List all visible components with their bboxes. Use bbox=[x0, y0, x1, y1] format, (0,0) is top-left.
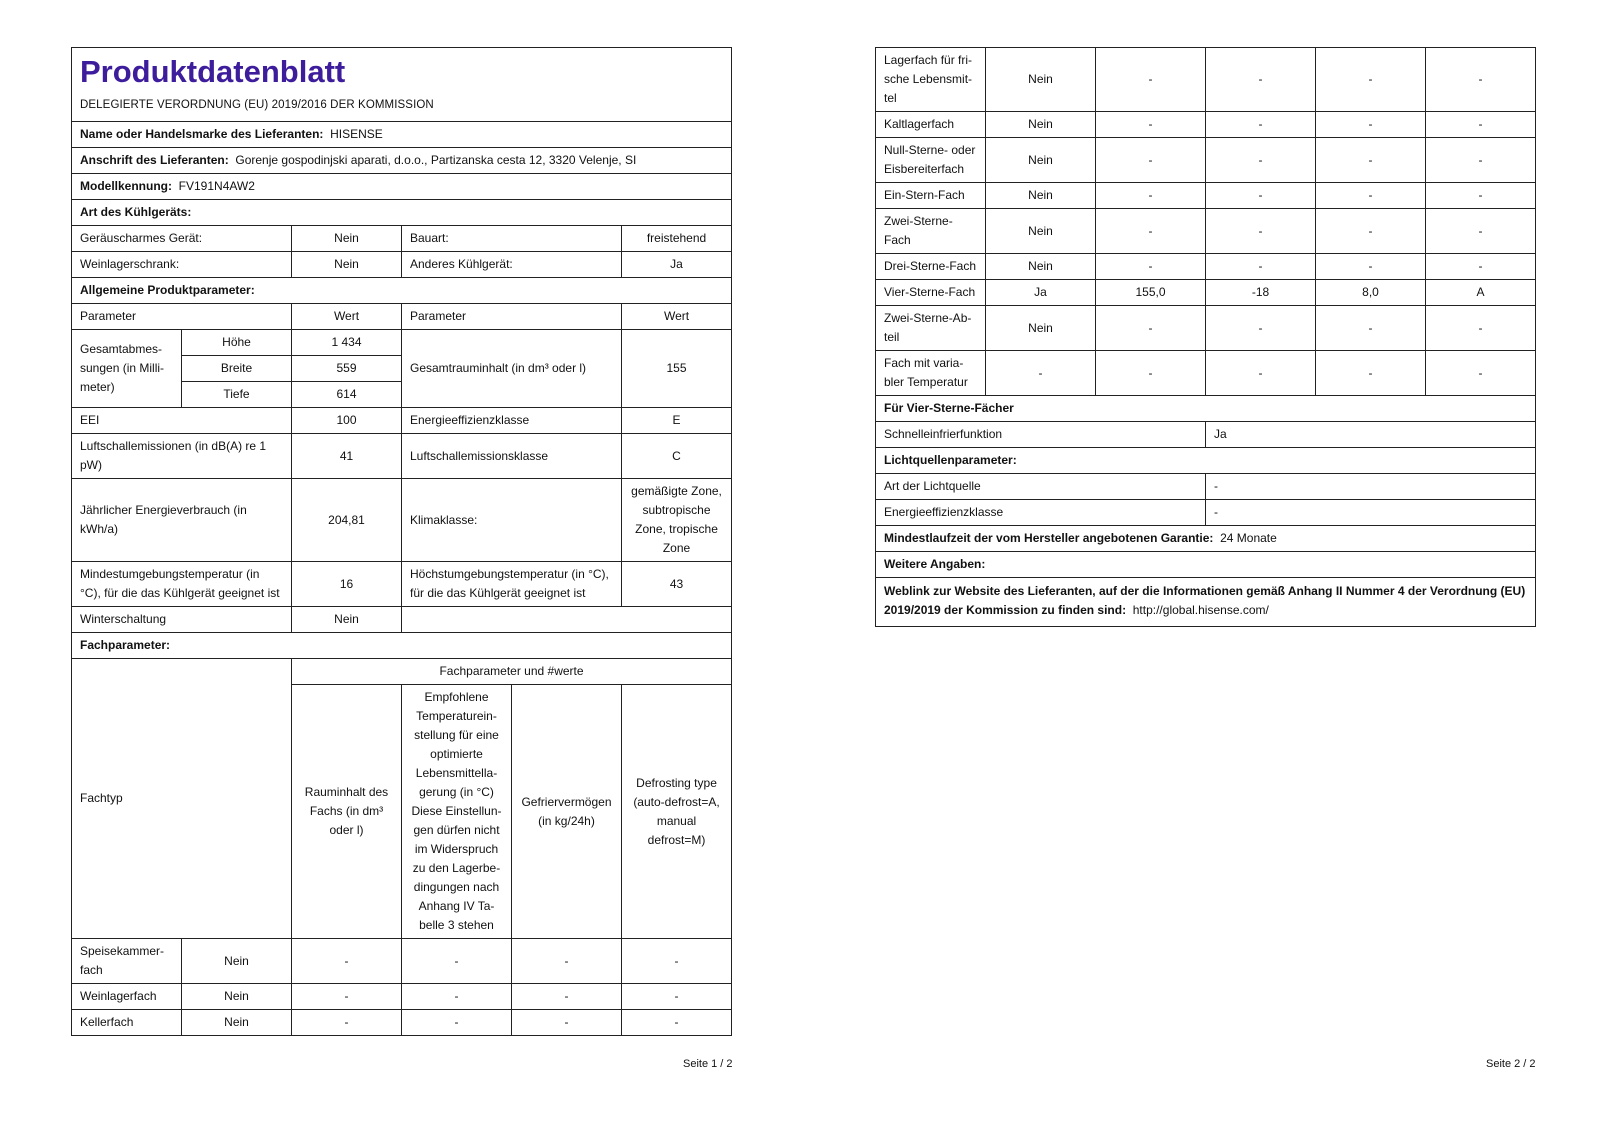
compartment-present: Nein bbox=[986, 138, 1096, 183]
further-info-heading: Weitere Angaben: bbox=[876, 552, 1536, 578]
compartment-volume: - bbox=[1096, 183, 1206, 209]
compartment-present: Nein bbox=[986, 183, 1096, 209]
compartment-type-header: Fachtyp bbox=[72, 659, 292, 939]
compartment-present: - bbox=[986, 351, 1096, 396]
general-heading: Allgemeine Produktparameter: bbox=[72, 278, 732, 304]
compartment-freeze: - bbox=[512, 939, 622, 984]
compartment-freeze-header: Gefriervermögen (in kg/24h) bbox=[512, 685, 622, 939]
annual-energy-label: Jährlicher Energieverbrauch (in kWh/a) bbox=[72, 479, 292, 562]
volume-label: Gesamtrauminhalt (in dm³ oder l) bbox=[402, 330, 622, 408]
compartment-temp: - bbox=[1206, 138, 1316, 183]
compartment-defrost: - bbox=[1426, 183, 1536, 209]
compartment-temp: - bbox=[1206, 112, 1316, 138]
compartment-present: Nein bbox=[986, 48, 1096, 112]
datasheet-table-page-1 bbox=[71, 47, 732, 1036]
min-temp-label: Mindestumgebungstemperatur (in °C), für die das Kühlgerät geeignet ist bbox=[72, 562, 292, 607]
wine-cabinet-label: Weinlagerschrank: bbox=[72, 252, 292, 278]
table-row bbox=[876, 209, 1536, 254]
compartment-freeze: - bbox=[1316, 138, 1426, 183]
compartment-name: Weinlagerfach bbox=[72, 984, 182, 1010]
compartment-name: Zwei-Sterne-Fach bbox=[876, 209, 986, 254]
compartment-temp: -18 bbox=[1206, 280, 1316, 306]
table-row bbox=[876, 48, 1536, 112]
depth-label: Tiefe bbox=[182, 382, 292, 408]
supplier-name-row bbox=[72, 122, 732, 148]
low-noise-label: Geräuscharmes Gerät: bbox=[72, 226, 292, 252]
warranty-label: Mindestlaufzeit der vom Hersteller angebotenen Garantie: bbox=[884, 531, 1214, 545]
compartment-volume: 155,0 bbox=[1096, 280, 1206, 306]
col-param-right: Parameter bbox=[402, 304, 622, 330]
eei-value: 100 bbox=[292, 408, 402, 434]
noise-class-label: Luftschallemissionsklasse bbox=[402, 434, 622, 479]
wine-cabinet-value: Nein bbox=[292, 252, 402, 278]
compartment-name: Zwei-Sterne-Abteil bbox=[876, 306, 986, 351]
compartment-temp-header: Empfohlene Temperatureinstellung für eine optimierte Lebensmittellagerung (in °C) Diese Einstellungen dürfen nicht im Widerspruch zu den Lagerbedingungen nach Anhang IV Tabelle 3 stehen bbox=[402, 685, 512, 939]
compartment-defrost: - bbox=[1426, 306, 1536, 351]
compartment-temp: - bbox=[1206, 183, 1316, 209]
compartment-volume: - bbox=[292, 939, 402, 984]
header-cell bbox=[72, 48, 732, 122]
compartment-volume: - bbox=[292, 1010, 402, 1036]
compartment-defrost: - bbox=[1426, 112, 1536, 138]
compartment-name: Drei-Sterne-Fach bbox=[876, 254, 986, 280]
other-appliance-value: Ja bbox=[622, 252, 732, 278]
compartment-defrost: - bbox=[1426, 48, 1536, 112]
compartment-volume: - bbox=[1096, 306, 1206, 351]
compartment-present: Nein bbox=[182, 984, 292, 1010]
table-row bbox=[72, 939, 732, 984]
compartment-name: Speisekammerfach bbox=[72, 939, 182, 984]
compartment-volume: - bbox=[1096, 209, 1206, 254]
page-number-1: Seite 1 / 2 bbox=[683, 1058, 733, 1070]
table-row bbox=[876, 183, 1536, 209]
fast-freeze-value: Ja bbox=[1206, 422, 1536, 448]
compartment-freeze: - bbox=[1316, 351, 1426, 396]
volume-value: 155 bbox=[622, 330, 732, 408]
table-row bbox=[876, 280, 1536, 306]
dimensions-label: Gesamtabmessungen (in Millimeter) bbox=[72, 330, 182, 408]
supplier-address-value: Gorenje gospodinjski aparati, d.o.o., Partizanska cesta 12, 3320 Velenje, SI bbox=[235, 153, 637, 167]
compartment-defrost: - bbox=[1426, 209, 1536, 254]
compartment-group-header: Fachparameter und #werte bbox=[292, 659, 732, 685]
compartment-name: Fach mit variabler Temperatur bbox=[876, 351, 986, 396]
design-label: Bauart: bbox=[402, 226, 622, 252]
warranty-row bbox=[876, 526, 1536, 552]
compartment-defrost: A bbox=[1426, 280, 1536, 306]
winter-label: Winterschaltung bbox=[72, 607, 292, 633]
type-heading: Art des Kühlgeräts: bbox=[72, 200, 732, 226]
compartment-temp: - bbox=[402, 939, 512, 984]
compartment-defrost: - bbox=[622, 984, 732, 1010]
table-row bbox=[876, 254, 1536, 280]
annual-energy-value: 204,81 bbox=[292, 479, 402, 562]
supplier-name-label: Name oder Handelsmarke des Lieferanten: bbox=[80, 127, 324, 141]
supplier-name-value: HISENSE bbox=[330, 127, 383, 141]
table-row bbox=[876, 112, 1536, 138]
compartment-name: Lagerfach für frische Lebensmittel bbox=[876, 48, 986, 112]
weblink-row bbox=[876, 578, 1536, 627]
compartment-temp: - bbox=[402, 1010, 512, 1036]
empty-cell bbox=[402, 607, 732, 633]
compartment-freeze: - bbox=[1316, 306, 1426, 351]
compartment-defrost: - bbox=[1426, 138, 1536, 183]
four-star-heading: Für Vier-Sterne-Fächer bbox=[876, 396, 1536, 422]
height-label: Höhe bbox=[182, 330, 292, 356]
max-temp-value: 43 bbox=[622, 562, 732, 607]
low-noise-value: Nein bbox=[292, 226, 402, 252]
col-value-right: Wert bbox=[622, 304, 732, 330]
light-eclass-label: Energieeffizienzklasse bbox=[876, 500, 1206, 526]
compartment-present: Nein bbox=[986, 306, 1096, 351]
table-row bbox=[72, 984, 732, 1010]
compartment-defrost: - bbox=[622, 1010, 732, 1036]
compartment-temp: - bbox=[1206, 351, 1316, 396]
compartment-present: Nein bbox=[182, 939, 292, 984]
table-row bbox=[876, 306, 1536, 351]
weblink-label: Weblink zur Website des Lieferanten, auf der die Informationen gemäß Anhang II Nummer 4 der Verordnung (EU) 2019/2019 der Kommission zu finden sind: bbox=[884, 584, 1526, 617]
compartment-defrost-header: Defrosting type (auto-defrost=A, manual defrost=M) bbox=[622, 685, 732, 939]
compartment-volume: - bbox=[1096, 351, 1206, 396]
compartment-freeze: - bbox=[1316, 183, 1426, 209]
compartment-freeze: - bbox=[1316, 254, 1426, 280]
page-1 bbox=[71, 47, 731, 1036]
climate-class-label: Klimaklasse: bbox=[402, 479, 622, 562]
eei-label: EEI bbox=[72, 408, 292, 434]
compartment-defrost: - bbox=[622, 939, 732, 984]
compartment-temp: - bbox=[402, 984, 512, 1010]
compartment-name: Null-Sterne- oder Eisbereiterfach bbox=[876, 138, 986, 183]
fast-freeze-label: Schnelleinfrierfunktion bbox=[876, 422, 1206, 448]
model-row bbox=[72, 174, 732, 200]
energy-class-value: E bbox=[622, 408, 732, 434]
compartment-volume-header: Rauminhalt des Fachs (in dm³ oder l) bbox=[292, 685, 402, 939]
noise-value: 41 bbox=[292, 434, 402, 479]
table-row bbox=[876, 138, 1536, 183]
compartment-freeze: - bbox=[512, 984, 622, 1010]
design-value: freistehend bbox=[622, 226, 732, 252]
climate-class-value: gemäßigte Zone, subtropische Zone, tropische Zone bbox=[622, 479, 732, 562]
noise-label: Luftschallemissionen (in dB(A) re 1 pW) bbox=[72, 434, 292, 479]
compartment-freeze: - bbox=[1316, 209, 1426, 254]
energy-class-label: Energieeffizienzklasse bbox=[402, 408, 622, 434]
light-eclass-value: - bbox=[1206, 500, 1536, 526]
col-value-left: Wert bbox=[292, 304, 402, 330]
light-type-label: Art der Lichtquelle bbox=[876, 474, 1206, 500]
light-type-value: - bbox=[1206, 474, 1536, 500]
page-2 bbox=[875, 47, 1535, 627]
compartment-volume: - bbox=[1096, 112, 1206, 138]
datasheet-table-page-2 bbox=[875, 47, 1536, 627]
compartment-freeze: - bbox=[512, 1010, 622, 1036]
max-temp-label: Höchstumgebungstemperatur (in °C), für die das Kühlgerät geeignet ist bbox=[402, 562, 622, 607]
compartment-name: Kaltlagerfach bbox=[876, 112, 986, 138]
compartment-defrost: - bbox=[1426, 351, 1536, 396]
other-appliance-label: Anderes Kühlgerät: bbox=[402, 252, 622, 278]
page-title: Produktdatenblatt bbox=[80, 54, 346, 89]
noise-class-value: C bbox=[622, 434, 732, 479]
compartment-name: Kellerfach bbox=[72, 1010, 182, 1036]
page-subtitle: DELEGIERTE VERORDNUNG (EU) 2019/2016 DER KOMMISSION bbox=[80, 99, 434, 111]
model-label: Modellkennung: bbox=[80, 179, 172, 193]
compartment-volume: - bbox=[292, 984, 402, 1010]
warranty-value: 24 Monate bbox=[1220, 531, 1277, 545]
height-value: 1 434 bbox=[292, 330, 402, 356]
compartment-present: Nein bbox=[986, 254, 1096, 280]
compartments-heading: Fachparameter: bbox=[72, 633, 732, 659]
weblink-value[interactable]: http://global.hisense.com/ bbox=[1132, 603, 1269, 617]
depth-value: 614 bbox=[292, 382, 402, 408]
width-label: Breite bbox=[182, 356, 292, 382]
compartment-temp: - bbox=[1206, 48, 1316, 112]
width-value: 559 bbox=[292, 356, 402, 382]
winter-value: Nein bbox=[292, 607, 402, 633]
compartment-present: Ja bbox=[986, 280, 1096, 306]
compartment-volume: - bbox=[1096, 254, 1206, 280]
table-row bbox=[876, 351, 1536, 396]
compartment-temp: - bbox=[1206, 306, 1316, 351]
light-heading: Lichtquellenparameter: bbox=[876, 448, 1536, 474]
compartment-freeze: - bbox=[1316, 48, 1426, 112]
compartment-defrost: - bbox=[1426, 254, 1536, 280]
compartment-present: Nein bbox=[986, 112, 1096, 138]
min-temp-value: 16 bbox=[292, 562, 402, 607]
model-value: FV191N4AW2 bbox=[178, 179, 255, 193]
page-number-2: Seite 2 / 2 bbox=[1486, 1058, 1536, 1070]
compartment-temp: - bbox=[1206, 209, 1316, 254]
compartment-volume: - bbox=[1096, 138, 1206, 183]
compartment-freeze: 8,0 bbox=[1316, 280, 1426, 306]
table-row bbox=[72, 1010, 732, 1036]
compartment-temp: - bbox=[1206, 254, 1316, 280]
compartment-name: Ein-Stern-Fach bbox=[876, 183, 986, 209]
compartment-present: Nein bbox=[182, 1010, 292, 1036]
compartment-present: Nein bbox=[986, 209, 1096, 254]
col-param-left: Parameter bbox=[72, 304, 292, 330]
compartment-volume: - bbox=[1096, 48, 1206, 112]
compartment-freeze: - bbox=[1316, 112, 1426, 138]
compartment-name: Vier-Sterne-Fach bbox=[876, 280, 986, 306]
supplier-address-row bbox=[72, 148, 732, 174]
supplier-address-label: Anschrift des Lieferanten: bbox=[80, 153, 229, 167]
